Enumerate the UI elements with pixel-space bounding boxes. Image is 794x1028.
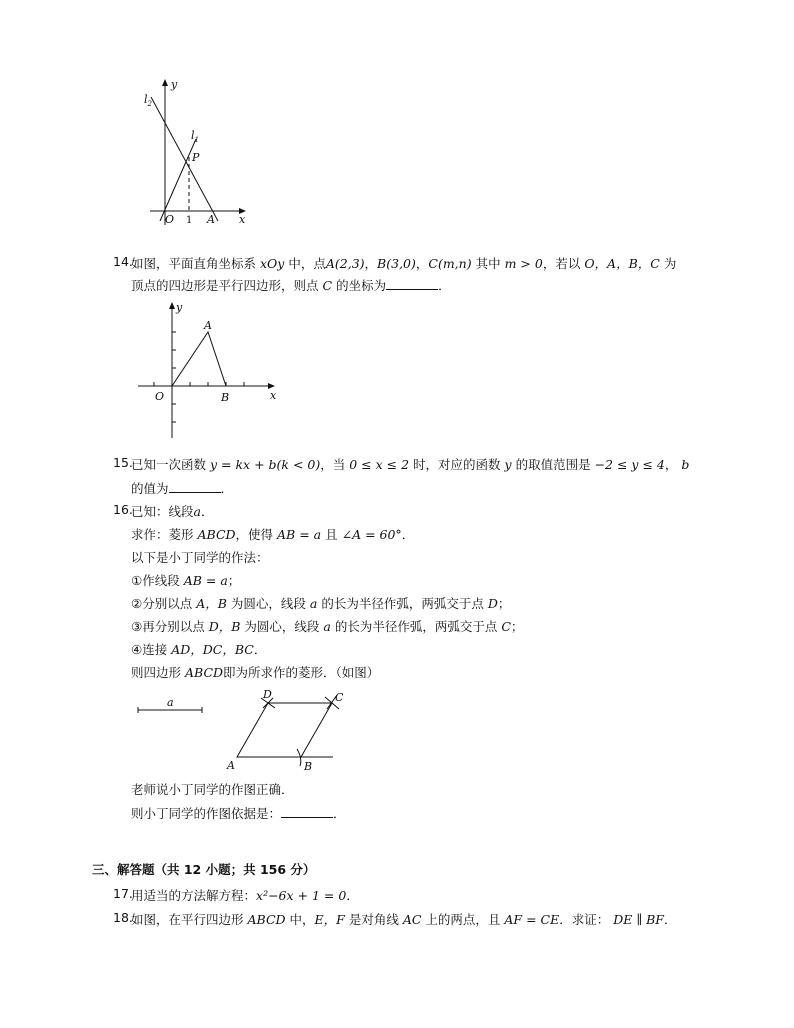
text: ． [663,912,677,927]
origin-label: O [165,213,175,226]
math: AB = a [277,527,322,542]
text: ， [364,256,378,271]
figure-q16 [135,686,355,776]
x-label: x [239,213,246,226]
text: 的坐标为 [336,278,387,293]
question-14-line-1 [131,254,676,272]
question-number: 16. [113,502,133,517]
text: ． [200,504,214,519]
point-p-label: P [192,151,200,164]
text: 即为所求作的菱形．（如图） [223,665,380,680]
math: x²−6x + 1 = 0 [256,888,347,903]
text: ． [401,527,415,542]
text: 已知：线段 [131,504,194,519]
text: 顶点的四边形是平行四边形，则点 [131,278,319,293]
x-label: x [270,389,277,402]
answer-blank [281,806,333,818]
text: 时，对应的函数 [413,457,501,472]
math: −2 ≤ y ≤ 4 [594,457,665,472]
math: E，F [314,912,345,927]
math: 0 ≤ x ≤ 2 [349,457,410,472]
point-a-label: A [227,759,235,772]
math: m > 0 [504,256,543,271]
math: y [504,457,512,472]
question-16-step-3 [131,617,523,635]
math: AB = a [183,573,228,588]
math: A(2,3) [325,256,365,271]
y-label: y [176,301,183,314]
text: 为圆心，线段 [244,619,320,634]
text: ，使得 [235,527,274,542]
text: 上的两点，且 [425,912,501,927]
question-17 [131,886,359,904]
math: a [309,596,318,611]
y-label: y [171,78,178,91]
text: 的长为半径作弧，两弧交于点 [321,596,484,611]
math: B(3,0) [377,256,416,271]
text: ． [346,888,359,903]
math: D [487,596,498,611]
l2-label: $l_2$ [144,93,152,108]
text: 则四边形 [131,665,182,680]
question-16-given [131,502,213,520]
question-number: 18. [113,910,133,925]
text: ，当 [320,457,346,472]
triangle-oab [172,332,226,386]
text: ②分别以点 [131,596,193,611]
question-15-line-1 [131,455,689,473]
math: C [322,278,333,293]
text: 的值为 [131,481,169,496]
question-number: 14. [113,254,133,269]
text: 求作：菱形 [131,527,194,542]
answer-blank [386,278,438,290]
math: a [323,619,331,634]
text: 且 [325,527,338,542]
question-18 [131,910,676,928]
y-axis-arrow [169,302,175,309]
math: D，B [208,619,241,634]
origin-label: O [155,390,165,403]
math: y = kx + b(k < 0) [210,457,321,472]
point-c-label: C [335,691,344,704]
text: ④连接 [131,642,168,657]
math: ABCD [247,912,286,927]
text: ①作线段 [131,573,180,588]
math: a [193,504,201,519]
question-16-step-2 [131,594,510,612]
point-a-label: A [204,319,212,332]
question-number: 17. [113,886,133,901]
question-16-teacher [131,780,294,798]
text: ． [438,278,451,293]
text: ，若以 [542,256,581,271]
math: ABCD [197,527,236,542]
math: AF = CE [504,912,560,927]
answer-blank [169,481,221,493]
rhombus-abcd [237,703,332,757]
y-axis-arrow [162,79,168,86]
question-15-line-2 [131,479,233,497]
text: 以下是小丁同学的作法： [131,550,269,565]
point-b-label: B [221,391,230,404]
math: A，B [196,596,227,611]
text: ． [220,481,234,496]
text: 的长为半径作弧，两弧交于点 [334,619,498,634]
tick-one-label: 1 [186,215,193,226]
text: 如图，平面直角坐标系 [131,256,257,271]
math: xOy [260,256,285,271]
question-16-step-4 [131,640,266,658]
math: DE ∥ BF [613,912,664,927]
text: 中， [289,912,315,927]
text: 则小丁同学的作图依据是： [131,806,282,821]
text: ； [510,619,524,634]
text: ； [227,573,241,588]
question-16-step-1 [131,571,240,589]
text: 用适当的方法解方程： [131,888,257,903]
math: C [501,619,511,634]
text: 的取值范围是 [515,457,591,472]
text: ， [415,256,429,271]
math: AD，DC，BC [171,642,254,657]
math: ABCD [185,665,224,680]
text: ． [333,806,346,821]
text: 老师说小丁同学的作图正确． [131,782,294,797]
segment-a-label: a [167,696,174,709]
question-16-conclusion [131,663,379,681]
figure-q13 [130,75,260,235]
text: ； [497,596,511,611]
math: O，A，B，C [584,256,660,271]
text: ．求证： [559,912,610,927]
question-16-intro [131,548,269,566]
text: ， [664,457,678,472]
text: 为圆心，线段 [230,596,306,611]
point-b-label: B [304,760,313,773]
question-14-line-2 [131,276,451,294]
figure-q14 [135,298,285,443]
section-heading: 三、解答题（共 12 小题；共 156 分） [92,862,316,877]
text: 已知一次函数 [131,457,207,472]
text: 其中 [475,256,501,271]
math: AC [402,912,422,927]
text: 中，点 [288,256,326,271]
line-l2 [151,97,218,221]
l1-label: $l_1$ [191,129,199,144]
point-a-label: A [207,213,215,226]
math: b [681,457,690,472]
math: ∠A = 60° [341,527,402,542]
text: ． [253,642,267,657]
question-number: 15. [113,455,133,470]
point-d-label: D [263,688,272,701]
question-16-task [131,525,414,543]
text: 如图，在平行四边形 [131,912,244,927]
question-16-basis [131,804,346,822]
text: 是对角线 [348,912,399,927]
text: 为 [663,256,677,271]
text: ③再分别以点 [131,619,205,634]
math: C(m,n) [428,256,472,271]
